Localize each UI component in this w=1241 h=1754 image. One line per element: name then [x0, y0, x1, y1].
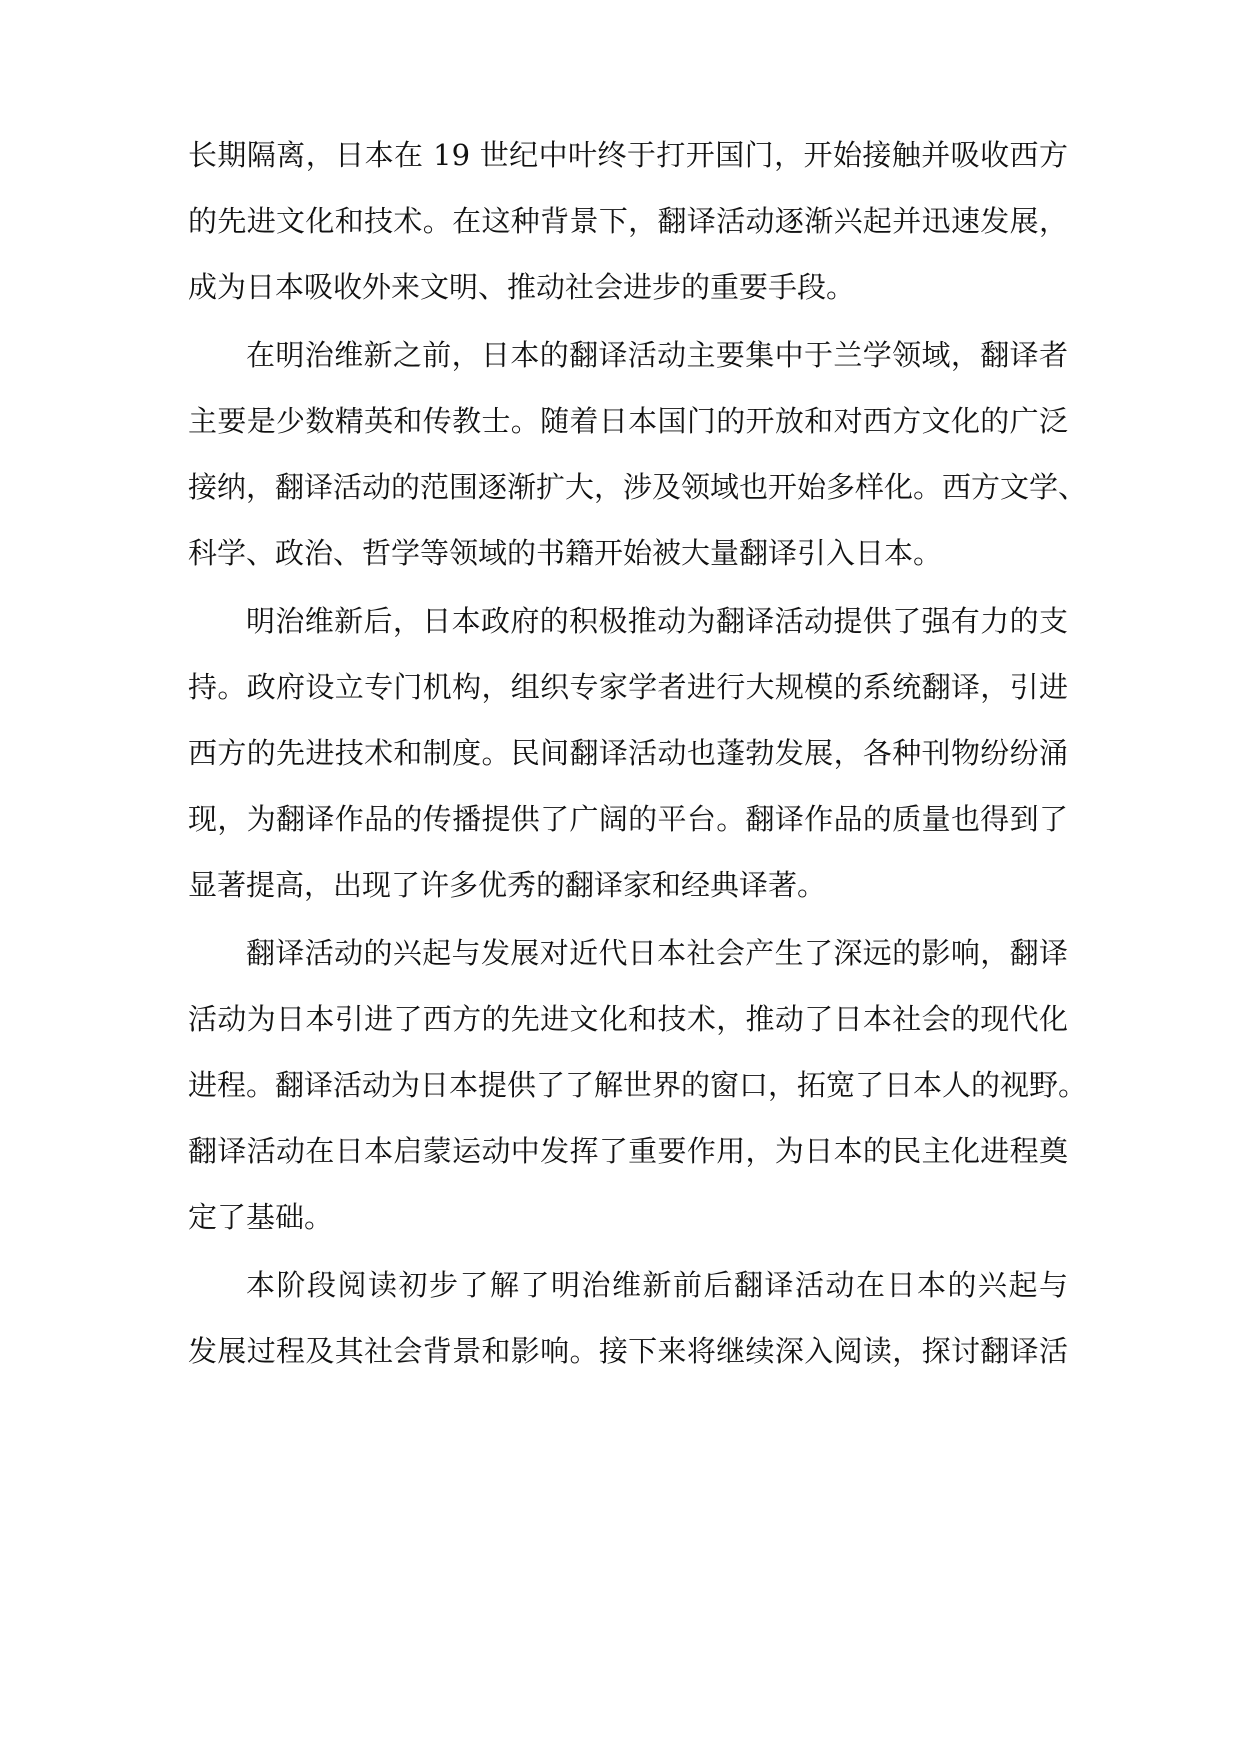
paragraph-2-line-2: 主要是少数精英和传教士。随着日本国门的开放和对西方文化的广泛	[188, 404, 1068, 438]
paragraph-2-line-3: 接纳，翻译活动的范围逐渐扩大，涉及领域也开始多样化。西方文学、	[188, 470, 1088, 504]
paragraph-5-line-2: 发展过程及其社会背景和影响。接下来将继续深入阅读，探讨翻译活	[188, 1334, 1068, 1368]
paragraph-1-line-3: 成为日本吸收外来文明、推动社会进步的重要手段。	[188, 270, 856, 304]
paragraph-4-line-2: 活动为日本引进了西方的先进文化和技术，推动了日本社会的现代化	[188, 1002, 1068, 1036]
paragraph-3-line-3: 西方的先进技术和制度。民间翻译活动也蓬勃发展，各种刊物纷纷涌	[188, 736, 1068, 770]
paragraph-5-line-1: 本阶段阅读初步了解了明治维新前后翻译活动在日本的兴起与	[246, 1268, 1068, 1302]
paragraph-3-line-4: 现，为翻译作品的传播提供了广阔的平台。翻译作品的质量也得到了	[188, 802, 1068, 836]
paragraph-2-line-1: 在明治维新之前，日本的翻译活动主要集中于兰学领域，翻译者	[246, 338, 1068, 372]
paragraph-1-line-1: 长期隔离，日本在 19 世纪中叶终于打开国门，开始接触并吸收西方	[188, 138, 1068, 172]
paragraph-4-line-1: 翻译活动的兴起与发展对近代日本社会产生了深远的影响，翻译	[246, 936, 1068, 970]
paragraph-2-line-4: 科学、政治、哲学等领域的书籍开始被大量翻译引入日本。	[188, 536, 943, 570]
paragraph-1-line-2: 的先进文化和技术。在这种背景下，翻译活动逐渐兴起并迅速发展，	[188, 204, 1068, 238]
paragraph-4-line-3: 进程。翻译活动为日本提供了了解世界的窗口，拓宽了日本人的视野。	[188, 1068, 1088, 1102]
paragraph-3-line-5: 显著提高，出现了许多优秀的翻译家和经典译著。	[188, 868, 827, 902]
paragraph-3-line-2: 持。政府设立专门机构，组织专家学者进行大规模的系统翻译，引进	[188, 670, 1068, 704]
paragraph-4-line-5: 定了基础。	[188, 1200, 334, 1234]
paragraph-4-line-4: 翻译活动在日本启蒙运动中发挥了重要作用，为日本的民主化进程奠	[188, 1134, 1068, 1168]
paragraph-3-line-1: 明治维新后，日本政府的积极推动为翻译活动提供了强有力的支	[246, 604, 1068, 638]
